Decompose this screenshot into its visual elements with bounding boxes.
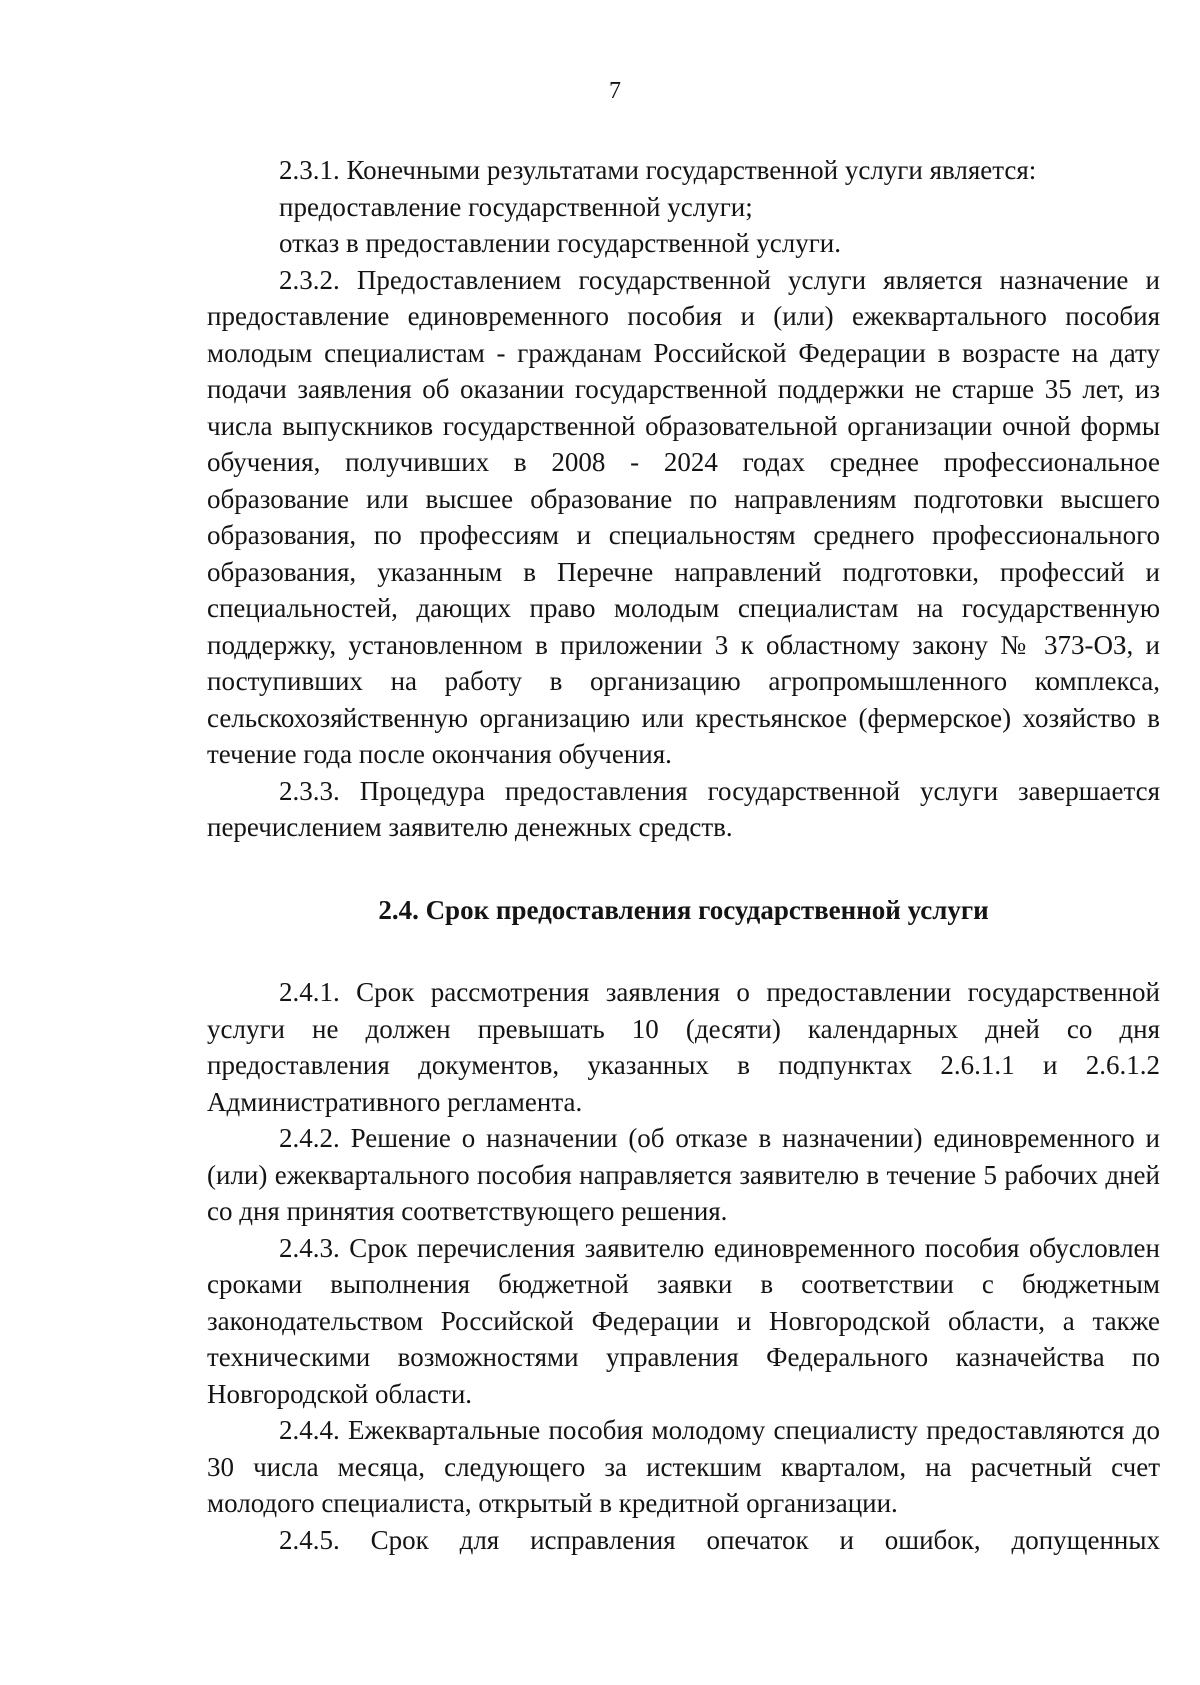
paragraph-2-3-1: 2.3.1. Конечными результатами государственной услуги является: [279,155,1037,185]
paragraph-2-4-5: 2.4.5. Срок для исправления опечаток и ошибок, допущенных [279,1524,1160,1555]
paragraph-2-4-2: 2.4.2. Решение о назначении (об отказе в назначении) единовременного и (или) ежеквартального пособия направляется заявителю в течение 5 рабочих дней со дня принятия соответствующего решения. [207,1123,1160,1226]
paragraph-2-3-2: 2.3.2. Предоставлением государственной услуги является назначение и предоставление единовременного пособия и (или) ежеквартального пособия молодым специалистам - гражданам Российской Федерации в возрасте на дату подачи заявления об оказании государственной поддержки не старше 35 лет, из числа выпускников государственной образовательной организации очной формы обучения, получивших в 2008 - 2024 годах среднее профессиональное образование или высшее образование по направлениям подготовки высшего образования, по профессиям и специальностям среднего профессионального образования, указанным в Перечне направлений подготовки, профессий и специальностей, дающих право молодым специалистам на государственную поддержку, установленном в приложении 3 к областному закону № 373-ОЗ, и поступивших на работу в организацию агропромышленного комплекса, сельскохозяйственную организацию или крестьянское (фермерское) хозяйство в течение года после окончания обучения. [207,264,1160,769]
paragraph-2-4-3: 2.4.3. Срок перечисления заявителю единовременного пособия обусловлен сроками выполнения бюджетной заявки в соответствии с бюджетным законодательством Российской Федерации и Новгородской области, а также техническими возможностями управления Федерального казначейства по Новгородской области. [207,1232,1160,1409]
page-number: 7 [609,78,621,104]
paragraph-2-4-1: 2.4.1. Срок рассмотрения заявления о предоставлении государственной услуги не должен превышать 10 (десяти) календарных дней со дня предоставления документов, указанных в подпунктах 2.6.1.1 и 2.6.1.2 Административного регламента. [207,977,1160,1117]
spacer [207,846,1160,892]
section-heading: 2.4. Срок предоставления государственной услуги [378,894,989,925]
document-body [207,152,1160,1558]
spacer [207,928,1160,974]
paragraph-item-refusal: отказ в предоставлении государственной услуги. [279,228,841,258]
paragraph-2-3-3: 2.3.3. Процедура предоставления государственной услуги завершается перечислением заявителю денежных средств. [207,775,1160,842]
paragraph-2-4-4: 2.4.4. Ежеквартальные пособия молодому специалисту предоставляются до 30 числа месяца, следующего за истекшим кварталом, на расчетный счет молодого специалиста, открытый в кредитной организации. [207,1415,1160,1518]
paragraph-item-provision: предоставление государственной услуги; [279,191,753,222]
